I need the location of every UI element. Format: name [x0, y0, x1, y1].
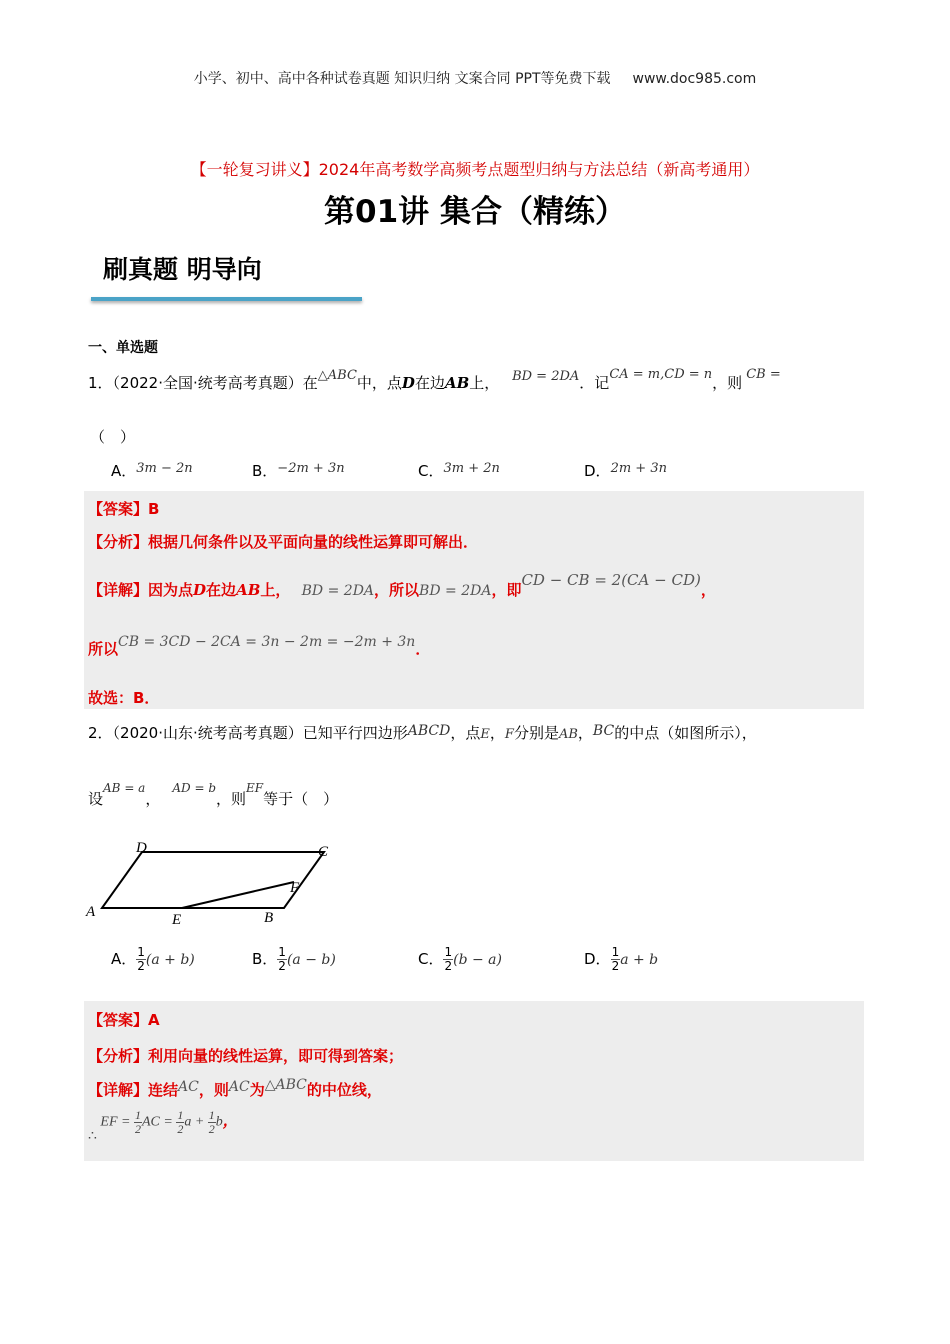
header-site[interactable]: www.doc985.com: [632, 71, 757, 87]
option-value: (a + b): [145, 952, 195, 968]
q1-option-b[interactable]: [252, 460, 345, 481]
fraction-den: 2: [278, 959, 286, 973]
detail-text: 上，: [260, 581, 291, 599]
q2-source: （2020·山东·统考高考真题）已知平行四边形: [112, 724, 408, 742]
q2-text: ，点: [450, 724, 481, 742]
label-c: C: [318, 844, 329, 860]
part-heading: 一、单选题: [88, 340, 158, 356]
label-a: A: [86, 904, 96, 920]
page-header: [0, 68, 950, 88]
q1-math-bd: BD = 2DA: [512, 369, 580, 384]
detail-text: ，则: [198, 1081, 229, 1099]
detail-text: 为: [249, 1081, 265, 1099]
fraction: [443, 946, 453, 973]
fraction: [611, 946, 621, 973]
section-title: 刷真题 明导向: [103, 255, 262, 284]
option-label: D．: [584, 950, 611, 968]
fraction-den: 2: [208, 1122, 215, 1136]
detail-math: CD − CB = 2(CA − CD): [521, 571, 701, 589]
parallelogram-figure: [84, 836, 344, 936]
q2-text: ，: [145, 790, 161, 808]
option-label: B．: [252, 950, 278, 968]
q2-stem-2: [88, 781, 339, 809]
q1-paren: （ ）: [90, 428, 136, 446]
q2-point-f: F: [504, 727, 514, 742]
q2-number: 2．: [88, 724, 113, 742]
series-title: 【一轮复习讲义】2024年高考数学高频考点题型归纳与方法总结（新高考通用）: [190, 160, 760, 179]
fraction: [134, 1109, 142, 1136]
q1-source: （2022·全国·统考高考真题）在: [112, 374, 318, 392]
q1-number: 1．: [88, 374, 113, 392]
fraction: [136, 946, 146, 973]
detail-text: 的中位线，: [306, 1081, 382, 1099]
q2-answer-box: [84, 1001, 864, 1161]
q2-text: ，: [489, 724, 505, 742]
option-label: C．: [418, 950, 444, 968]
fraction-den: 2: [444, 959, 453, 973]
q1-answer-box: [84, 491, 864, 709]
detail-text: ，: [700, 581, 716, 599]
fraction-den: 2: [137, 959, 145, 973]
fraction-num: 1: [611, 945, 620, 959]
detail-text: 连结: [148, 1081, 179, 1099]
fraction-den: 2: [177, 1122, 184, 1136]
option-value: a + b: [620, 952, 659, 968]
detail-text: 在边: [206, 581, 237, 599]
q2-text: 等于（ ）: [263, 790, 339, 808]
q2-math: AD = b: [172, 781, 217, 795]
option-value: 2m + 3n: [610, 461, 667, 476]
fraction-num: 1: [444, 945, 453, 959]
q2-equation: [88, 1108, 238, 1144]
detail-label: 【详解】: [88, 1081, 149, 1099]
q2-math: AB = a: [103, 781, 146, 795]
fraction: [208, 1109, 216, 1136]
detail-text: 所以: [88, 640, 119, 658]
q2-answer: [88, 1009, 160, 1030]
q1-detail: [88, 571, 716, 600]
fraction-den: 2: [134, 1122, 141, 1136]
eq-part: EF =: [100, 1114, 131, 1130]
q2-text: ，则: [216, 790, 247, 808]
q1-triangle: △ABC: [317, 368, 357, 383]
option-value: −2m + 3n: [277, 461, 345, 476]
eq-part: b: [215, 1114, 223, 1130]
fraction-den: 2: [611, 959, 620, 973]
fraction: [277, 946, 287, 973]
fraction-num: 1: [137, 945, 145, 959]
q1-segment-ab: AB: [444, 374, 470, 392]
q1-analysis: [88, 531, 478, 552]
option-value: 3m − 2n: [136, 461, 193, 476]
fraction-num: 1: [208, 1108, 215, 1122]
detail-text: ，即: [491, 581, 522, 599]
q2-text: ，: [577, 724, 593, 742]
q2-point-e: E: [480, 727, 490, 742]
option-label: B．: [252, 462, 278, 480]
detail-math: AC: [228, 1079, 250, 1095]
therefore-symbol: ∴: [88, 1128, 97, 1144]
eq-part: ，: [222, 1111, 238, 1130]
answer-label: 【答案】: [88, 1011, 149, 1029]
q1-option-d[interactable]: [584, 460, 667, 481]
option-value: 3m + 2n: [443, 461, 500, 476]
detail-label: 【详解】: [88, 581, 149, 599]
detail-math: BD = 2DA: [301, 583, 375, 599]
segment-ef: [182, 882, 294, 908]
option-label: A．: [111, 950, 137, 968]
q2-option-b[interactable]: [252, 946, 336, 973]
label-f: F: [290, 880, 300, 896]
q2-math: EF: [246, 781, 264, 795]
answer-value: A: [148, 1011, 160, 1029]
q1-text: 上，: [469, 374, 500, 392]
analysis-text: 根据几何条件以及平面向量的线性运算即可解出．: [148, 533, 479, 551]
answer-label: 【答案】: [88, 500, 149, 518]
fraction-num: 1: [278, 945, 286, 959]
q1-answer: [88, 498, 159, 519]
option-value: (b − a): [453, 952, 502, 968]
q2-option-d[interactable]: [584, 946, 658, 973]
detail-math: BD = 2DA: [419, 583, 492, 599]
option-value: (a − b): [286, 952, 336, 968]
detail-segment-ab: AB: [236, 581, 261, 599]
q2-option-c[interactable]: [418, 946, 502, 973]
detail-math: △ABC: [264, 1077, 307, 1093]
option-label: C．: [418, 462, 444, 480]
analysis-label: 【分析】: [88, 533, 149, 551]
detail-text: ，所以: [374, 581, 420, 599]
q1-text: 在边: [414, 374, 445, 392]
q2-text: 的中点（如图所示），: [614, 724, 757, 742]
option-label: D．: [584, 462, 611, 480]
q2-math: ABCD: [407, 723, 451, 739]
page-title: 第01讲 集合（精练）: [324, 194, 626, 230]
fraction-num: 1: [134, 1108, 141, 1122]
detail-text: 因为点: [148, 581, 194, 599]
analysis-label: 【分析】: [88, 1047, 149, 1065]
q1-text: 中，点: [356, 374, 402, 392]
q1-detail-2: [88, 634, 431, 659]
q2-text: 设: [88, 790, 104, 808]
detail-math: AC: [178, 1079, 199, 1095]
answer-value: B: [148, 500, 160, 518]
fraction-num: 1: [177, 1108, 184, 1122]
detail-point-d: D: [193, 581, 207, 599]
q1-point-d: D: [401, 374, 415, 392]
label-b: B: [264, 910, 274, 926]
q2-segment-bc: BC: [592, 723, 615, 739]
option-label: A．: [111, 462, 137, 480]
q1-option-c[interactable]: [418, 460, 500, 481]
q2-text: 分别是: [513, 724, 559, 742]
q2-detail: [88, 1079, 382, 1100]
q2-segment-ab: AB: [558, 727, 578, 742]
label-e: E: [172, 912, 182, 928]
q1-math-cb: CB =: [746, 367, 781, 382]
q1-choose: 故选：B．: [88, 689, 160, 707]
section-underline: [91, 297, 362, 301]
detail-math: CB = 3CD − 2CA = 3n − 2m = −2m + 3n: [118, 634, 416, 650]
header-text: 小学、初中、高中各种试卷真题 知识归纳 文案合同 PPT等免费下载: [193, 71, 611, 87]
q2-stem: [88, 722, 868, 743]
q1-option-a[interactable]: [111, 460, 193, 481]
q2-analysis: [88, 1045, 403, 1066]
eq-part: AC =: [141, 1114, 173, 1130]
q2-option-a[interactable]: [111, 946, 195, 973]
eq-part: a +: [184, 1114, 205, 1130]
label-d: D: [136, 840, 147, 856]
q1-text: ，则: [712, 374, 743, 392]
q1-stem: [88, 367, 868, 393]
analysis-text: 利用向量的线性运算，即可得到答案；: [148, 1047, 404, 1065]
q1-text: ．记: [579, 374, 610, 392]
q1-math-vectors: CA = m,CD = n: [609, 367, 713, 382]
detail-text: ．: [415, 640, 431, 658]
